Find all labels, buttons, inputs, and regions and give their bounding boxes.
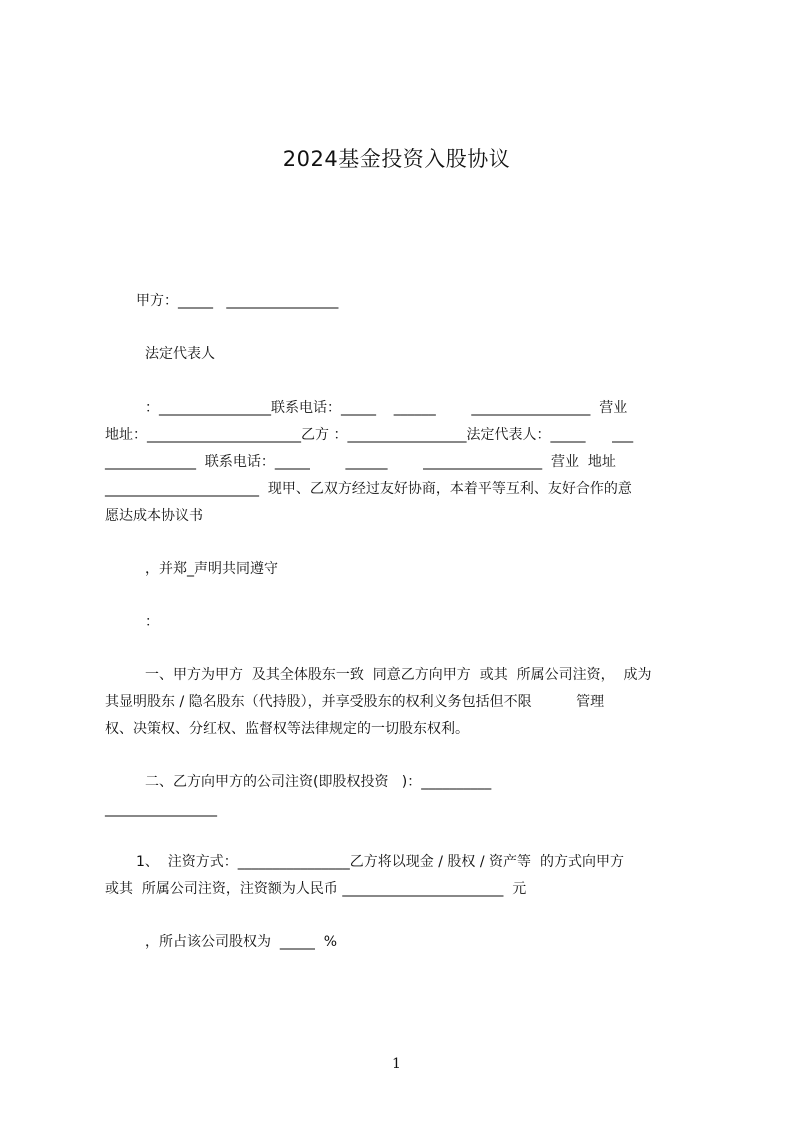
legal-rep-label: 法定代表人: [145, 346, 215, 362]
equity-share-line: ，所占该公司股权为 _____ %: [145, 934, 338, 950]
declaration-line: ，并郑_声明共同遵守: [145, 561, 278, 577]
clause-1-line-1: 一、甲方为甲方 及其全体股东一致 同意乙方向甲方 或其 所属公司注资， 成为: [145, 667, 652, 683]
party-a-address-line: 地址：______________________乙方 ：_________________法定代表人：_____ ___: [105, 427, 634, 443]
clause-2-blank: ________________: [105, 801, 217, 817]
investment-method-line: 1、 注资方式：________________乙方将以现金 / 股权 / 资产等 的方式向甲方: [136, 854, 624, 870]
clause-1-line-2: 其显明股东 / 隐名股东（代持股），并享受股东的权利义务包括但不限 管理: [105, 694, 605, 710]
preamble-line-cont: 愿达成本协议书: [105, 508, 203, 524]
party-b-contact-line: _____________ 联系电话：_____ ______ _________________ 营业 地址: [105, 454, 616, 470]
party-a-contact-line: ：________________联系电话：_____ ______ _________________ 营业: [145, 400, 628, 416]
party-a-line: 甲方：_____ ________________: [136, 293, 339, 309]
clause-1-line-3: 权、决策权、分红权、监督权等法律规定的一切股东权利。: [105, 721, 469, 737]
document-title: 2024基金投资入股协议: [282, 147, 511, 171]
preamble-line: ______________________ 现甲、乙双方经过友好协商，本着平等互利、友好合作的意: [105, 481, 632, 497]
colon-line: ：: [145, 614, 159, 630]
clause-2-heading: 二、乙方向甲方的公司注资(即股权投资 )：__________: [145, 774, 492, 790]
investment-amount-line: 或其 所属公司注资，注资额为人民币 _______________________ 元: [105, 881, 527, 897]
page-number: 1: [392, 1056, 401, 1072]
